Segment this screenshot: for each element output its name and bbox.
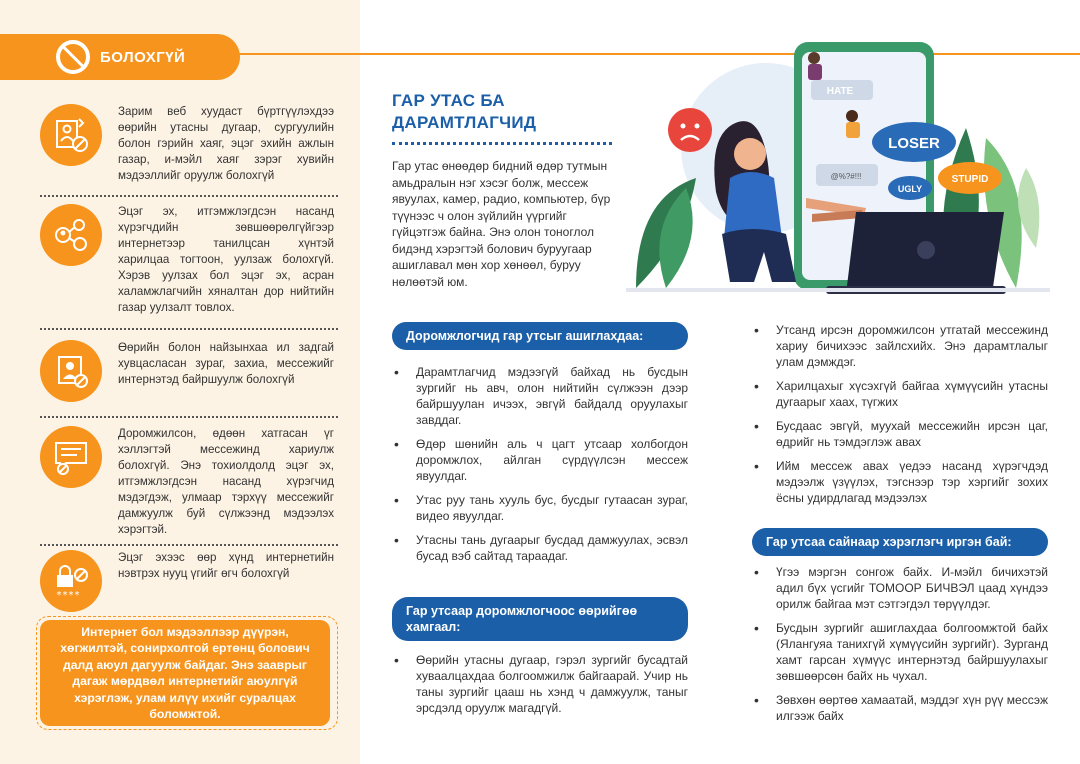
rule-item: [40, 104, 340, 184]
rule-item: [40, 204, 340, 316]
good-citizen-list: [752, 564, 1048, 732]
list-item: • Утасны тань дугаарыг бусдад дамжуулах, эсвэл бусад вэб сайтад тараадаг.: [392, 532, 688, 564]
section-heading-protect: Гар утсаар доромжлогчоос өөрийгөө хамгаал:: [392, 597, 688, 641]
divider: [40, 328, 338, 330]
section-heading-bullies: Доромжлогчид гар утсыг ашиглахдаа:: [392, 322, 688, 350]
divider: [40, 544, 338, 546]
bubble-text: LOSER: [888, 135, 940, 152]
protect-list: [392, 652, 688, 724]
bubble-text: @%?#!!!: [830, 172, 862, 181]
password-lock-icon: [40, 550, 102, 612]
list-item: • Бусдаас эвгүй, муухай мессежийн ирсэн цаг, өдрийг нь тэмдэглэж авах: [752, 418, 1048, 450]
message-no-icon: [40, 426, 102, 488]
list-item: • Үгээ мэргэн сонгож байх. И-мэйл бичихэтэй адил бүх үсгийг ТОМООР БИЧВЭЛ цаад хүндээ орилж байгаа мэт сэтгэгдэл төрүүлдэг.: [752, 564, 1048, 612]
list-item: • Бусдын зургийг ашиглахдаа болгоомжтой байх (Ялангуяа танихгүй хүмүүсийн зургийг). Зурганд хамт гарсан хүмүүс интернэтэд байршуулахыг зөвшөөрсөн байх нь чухал.: [752, 620, 1048, 684]
bubble-text: STUPID: [951, 174, 989, 185]
bubble-text: HATE: [826, 86, 854, 97]
intro-text: Гар утас өнөөдөр бидний өдөр тутмын амьдралын нэг хэсэг болж, мессеж явуулах, камер, радио, компьютер, бүр түүнээс ч олон зүйлийн үүргийг гүйцэтгэж байна. Энэ олон тоноглол бидэнд хэрэгтэй болович буруугаар ашиглавал мөн хор хөнөөл, буруу нөлөөтэй юм.: [392, 159, 611, 289]
bullies-list: [392, 364, 688, 572]
profile-no-icon: [40, 104, 102, 166]
rule-text: Доромжилсон, өдөөн хатгасан үг хэллэгтэй мессежинд хариулж болохгүй. Энэ тохиолдолд эцэг эх, итгэмжлэгдсэн насанд хүрэгчид мэдэгдэж, улмаар тэрхүү мессежийг дамжуулж буй сүлжээнд мэдээлэх хэрэгтэй.: [118, 427, 334, 536]
section-heading-good-citizen: Гар утсаа сайнаар хэрэглэгч иргэн бай:: [752, 528, 1048, 556]
rule-text: Зарим веб хуудаст бүртгүүлэхдээ өөрийн утасны дугаар, сургуулийн болон гэрийн хаяг, эцэг эхийн ажлын газар, и-мэйл хаяг зэрэг хувийн мэдээллийг оруулж болохгүй: [118, 105, 334, 182]
list-item: • Зөвхөн өөртөө хамаатай, мэддэг хүн рүү мессэж илгээж байх: [752, 692, 1048, 724]
badge-label: БОЛОХГҮЙ: [100, 48, 186, 66]
rule-text: Эцэг эх, итгэмжлэгдсэн насанд хүрэгчдийн зөвшөөрөлгүйгээр интернетээр танилцсан хүнтэй харилцаа тогтоон, уулзаж болохгүй. Хэрэв уулзах бол эцэг эх, асран халамжлагчийн хяналтан дор нийтийн газар уулзалт товлох.: [118, 205, 334, 314]
rule-text: Эцэг эхээс өөр хүнд интернетийн нэвтрэх нууц үгийг өгч болохгүй: [118, 551, 334, 580]
list-item: • Харилцахыг хүсэхгүй байгаа хүмүүсийн утасны дугаарыг хаах, түгжих: [752, 378, 1048, 410]
sad-face-icon: [668, 108, 712, 152]
bubble-text: UGLY: [897, 184, 923, 194]
rule-item: [40, 426, 340, 538]
list-item: • Дарамтлагчид мэдээгүй байхад нь бусдын зургийг нь авч, олон нийтийн сүлжээн дээр байршуулан ичээх, эвгүй байдалд оруулахыг завддаг.: [392, 364, 688, 428]
list-item: • Өөрийн утасны дугаар, гэрэл зургийг бусадтай хуваалцахдаа болгоомжилж байгаарай. Учир нь таны зургийг цааш нь хэнд ч дамжуулж, таныг эрсдэлд оруулж магадгүй.: [392, 652, 688, 716]
page-title: ГАР УТАС БА ДАРАМТЛАГЧИД: [392, 91, 537, 132]
photo-no-icon: [40, 340, 102, 402]
rule-item: [40, 340, 340, 402]
divider: [40, 416, 338, 418]
rule-item: [40, 550, 340, 612]
divider: [40, 195, 338, 197]
prohibited-badge: [0, 34, 240, 80]
cyberbullying-illustration: [626, 38, 1050, 300]
list-item: • Өдөр шөнийн аль ч цагт утсаар холбогдон доромжлох, айлган сүрдүүлсэн мессеж явуулдаг.: [392, 436, 688, 484]
svg-text:****: ****: [56, 590, 81, 601]
protect-list-continued: [752, 322, 1048, 514]
list-item: • Утсанд ирсэн доромжилсон утгатай мессежинд хариу бичихээс зайлсхийх. Энэ дарамтлалыг улам дэмждэг.: [752, 322, 1048, 370]
list-item: • Ийм мессеж авах үедээ насанд хүрэгчдэд мэдээлж үзүүлэх, тэгснээр тэр хэргийг зохих ёсны удирдлагад мэдээлэх: [752, 458, 1048, 506]
safety-callout: Интернет бол мэдээллээр дүүрэн, хөгжилтэй, сонирхолтой ертөнц болович далд аюул дагуулж байдаг. Энэ зааврыг дагаж мөрдвөл интернетийг аюулгүй хэрэглэж, улам илүү ихийг суралцах боломжтой.: [40, 620, 330, 726]
stranger-network-icon: [40, 204, 102, 266]
list-item: • Утас руу тань хууль бус, бусдыг гутаасан зураг, видео явуулдаг.: [392, 492, 688, 524]
prohibited-icon: [56, 40, 90, 74]
title-rule: [392, 142, 612, 145]
rule-text: Өөрийн болон найзынхаа ил задгай хувцасласан зураг, захиа, мессежийг интернэтэд байршуулж болохгүй: [118, 341, 334, 386]
